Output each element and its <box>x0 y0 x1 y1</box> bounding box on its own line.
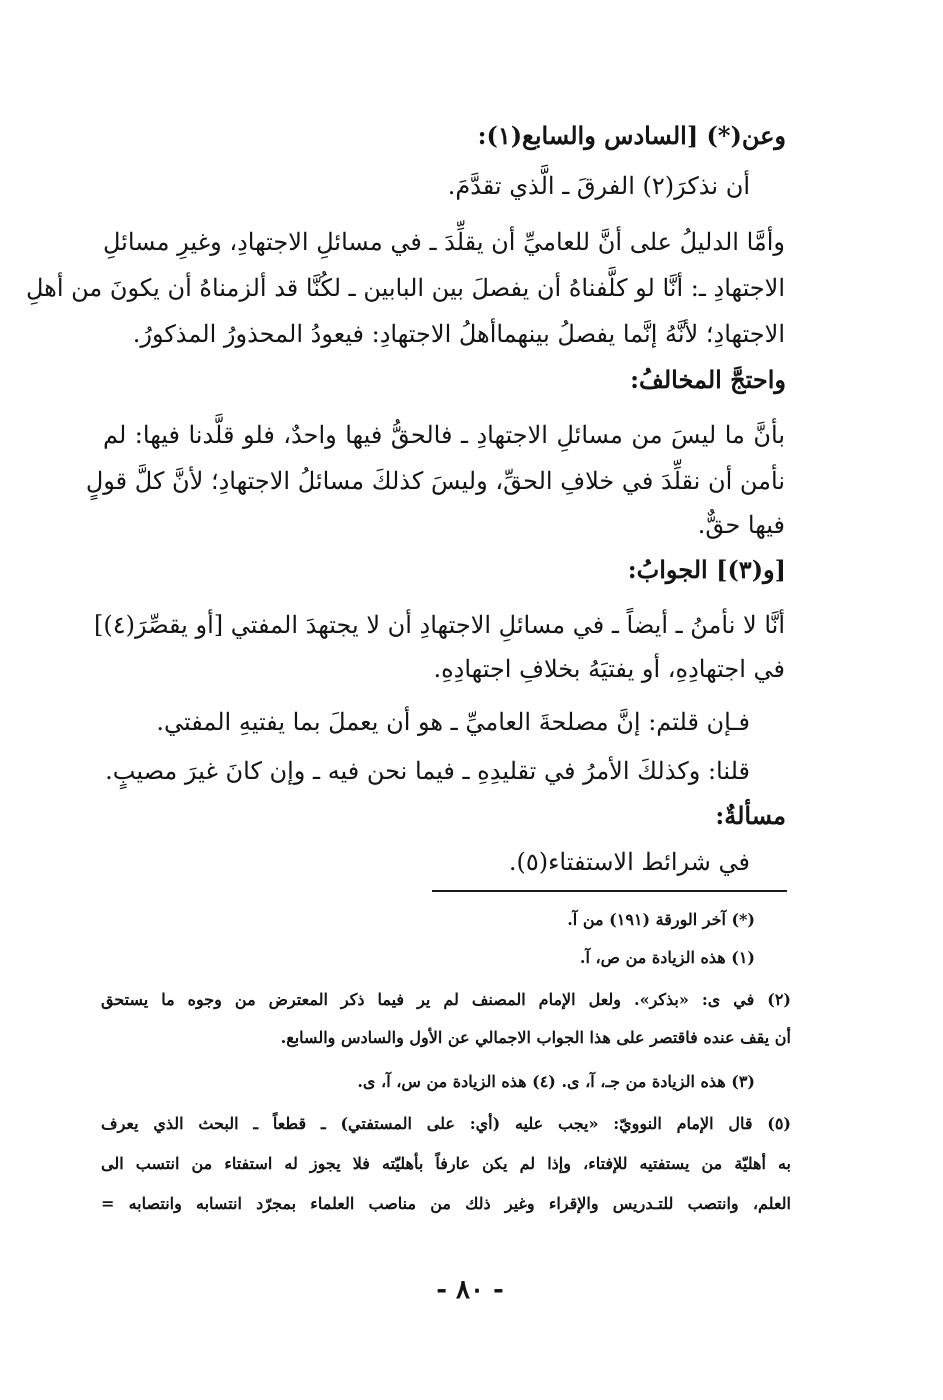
footnote-line: العلم، وانتصب للتـدريس والإقراء وغير ذلك من مناصب العلماء بمجرّد انتسابه وانتصابه = <box>101 1194 791 1213</box>
section-heading-opponent: واحتجَّ المخالفُ: <box>630 365 786 394</box>
text-line: قلنا: وكذلكَ الأمرُ في تقليدِهِ ـ فيما نحن فيه ـ وإن كانَ غيرَ مصيبٍ. <box>105 757 750 785</box>
text-line: الاجتهادِ؛ لأنَّهُ إنَّما يفصلُ بينهماأهلُ الاجتهادِ: فيعودُ المحذورُ المذكورُ. <box>132 320 785 348</box>
page-number: - ٨٠ - <box>436 1275 504 1305</box>
text-line: فـإن قلتم: إنَّ مصلحةَ العاميِّ ـ هو أن يعملَ بما يفتيهِ المفتي. <box>156 708 750 736</box>
text-line: الاجتهادِ ـ: أنَّا لو كلَّفناهُ أن يفصلَ بين البابين ـ لكُنَّا قد ألزمناهُ أن يكونَ من أهلِ <box>25 274 785 302</box>
section-heading-question: مسألةٌ: <box>715 801 786 830</box>
text-line: أنَّا لا نأمنُ ـ أيضاً ـ في مسائلِ الاجتهادِ أن لا يجتهدَ المفتي [أو يقصِّرَ(٤)] <box>94 611 785 639</box>
text-line: في اجتهادِهِ، أو يفتيَهُ بخلافِ اجتهادِهِ. <box>433 655 785 683</box>
footnote-line: (٢) في ى: «بذكر». ولعل الإمام المصنف لم ير فيما ذكر المعترض من وجوه ما يستحق <box>101 990 791 1009</box>
section-heading-answer: [و(٣)] الجوابُ: <box>627 555 786 584</box>
footnote-line: أن يقف عنده فاقتصر على هذا الجواب الاجمالي عن الأول والسادس والسابع. <box>280 1028 791 1047</box>
footnote-line: (٥) قال الإمام النوويّ: «يجب عليه (أي: على المستفتي) ـ قطعاً ـ البحث الذي يعرف <box>101 1114 791 1133</box>
text-line: فيها حقٌّ. <box>697 511 785 539</box>
text-line: وأمَّا الدليلُ على أنَّ للعاميِّ أن يقلِّدَ ـ في مسائلِ الاجتهادِ، وغيرِ مسائلِ <box>103 228 785 256</box>
text-line: أن نذكرَ(٢) الفرقَ ـ الَّذي تقدَّمَ. <box>447 172 750 200</box>
footnote-separator <box>432 890 787 892</box>
section-heading-sixth-seventh: وعن(*) [السادس والسابع(١): <box>477 121 786 150</box>
text-line: نأمن أن نقلِّدَ في خلافِ الحقِّ، وليسَ كذلكَ مسائلُ الاجتهادِ؛ لأنَّ كلَّ قولٍ <box>85 467 785 495</box>
footnote-line: (١) هذه الزيادة من ص، آ. <box>579 948 755 967</box>
footnote-line: (*) آخر الورقة (١٩١) من آ. <box>567 910 755 929</box>
footnote-line: (٣) هذه الزيادة من جـ، آ، ى. (٤) هذه الزيادة من س، آ، ى. <box>357 1072 755 1091</box>
text-line: في شرائط الاستفتاء(٥). <box>508 848 750 876</box>
text-line: بأنَّ ما ليسَ من مسائلِ الاجتهادِ ـ فالحقُّ فيها واحدٌ، فلو قلَّدنا فيها: لم <box>103 421 785 449</box>
footnote-line: به أهليّة من يستفتيه للإفتاء، وإذا لم يكن عارفاً بأهليّته فلا يجوز له استفتاء من انتسب الى <box>101 1154 791 1173</box>
